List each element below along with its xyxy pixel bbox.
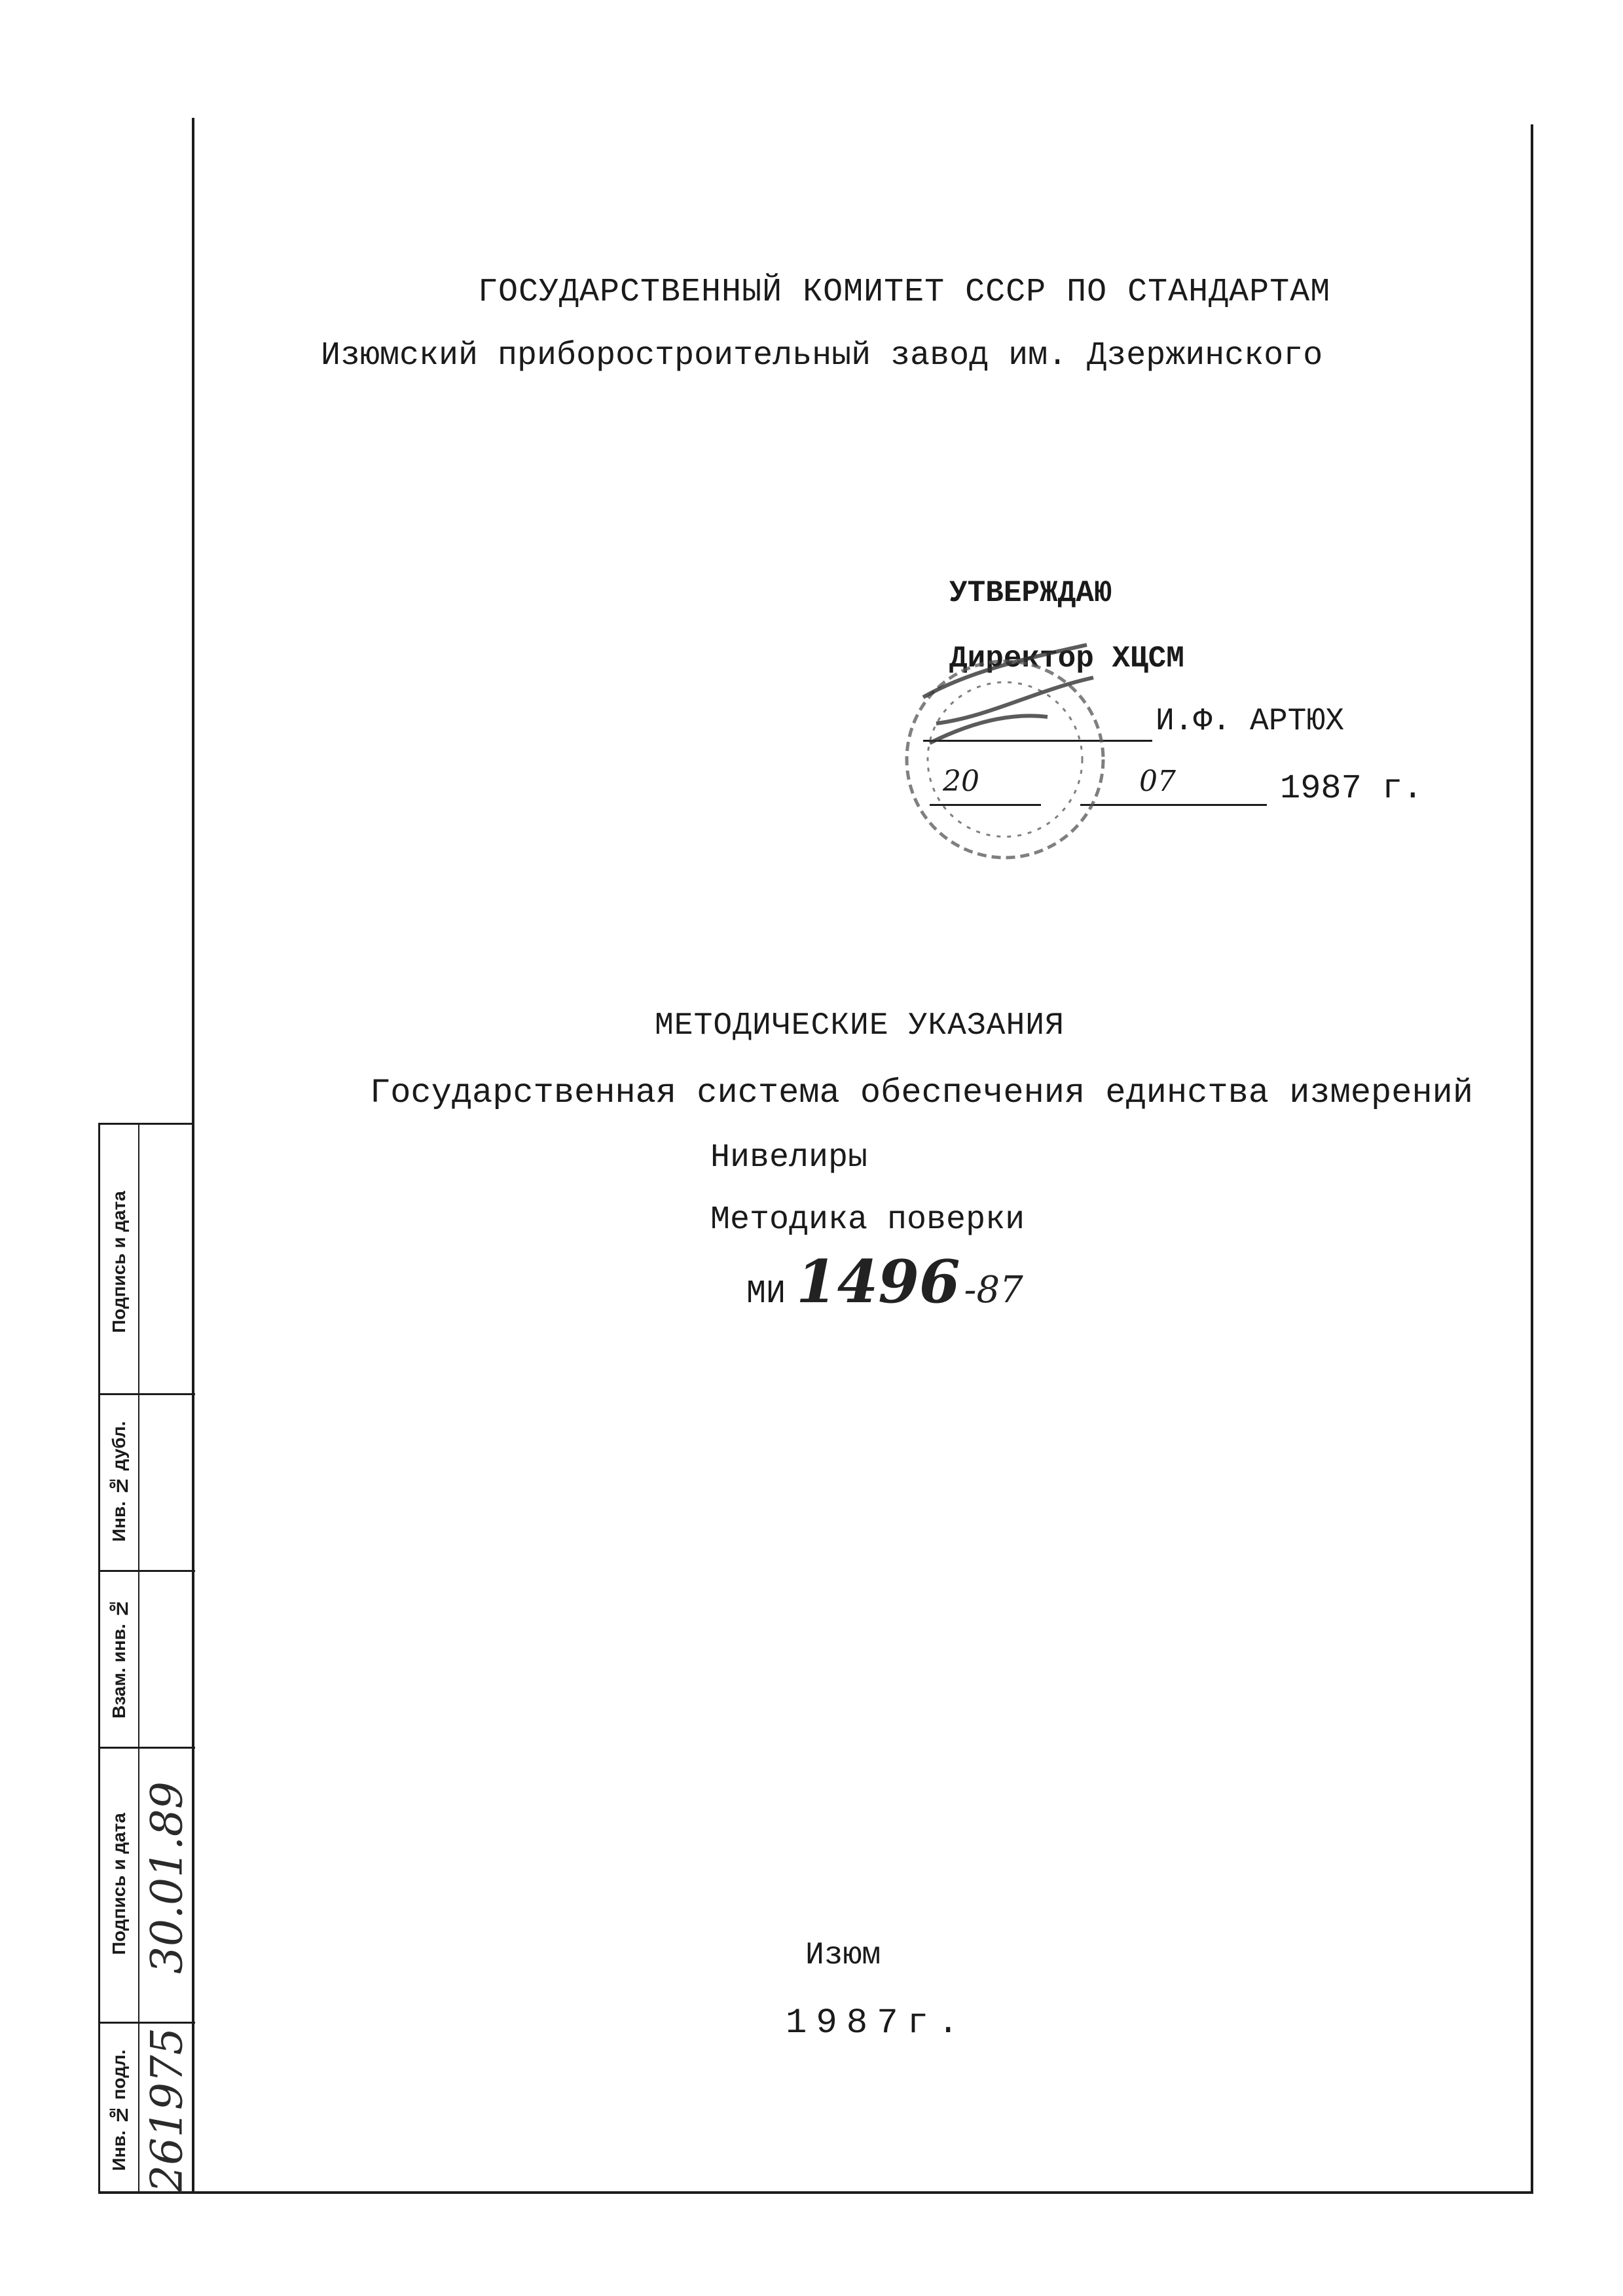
side-stamp-row-line [100, 1393, 195, 1395]
approver-name: И.Ф. АРТЮХ [1156, 704, 1345, 739]
side-stamp-block [98, 1123, 193, 2193]
document-code-prefix: МИ [746, 1275, 786, 1313]
document-code-number: 1496 [796, 1247, 960, 1317]
document-subject: Нивелиры [710, 1139, 868, 1176]
frame-right-line [1531, 124, 1533, 2193]
header-plant: Изюмский приборостроительный завод им. Дзержинского [321, 337, 1323, 374]
side-handwritten-inv-number: 261975 [141, 2028, 192, 2193]
approval-month: 07 [1139, 765, 1176, 798]
document-code [746, 1247, 1023, 1317]
approver-position: Директор ХЦСМ [949, 642, 1184, 676]
approval-day: 20 [943, 765, 979, 798]
side-stamp-row-line [100, 1747, 195, 1749]
document-code-suffix: -87 [964, 1269, 1023, 1311]
header-committee: ГОСУДАРСТВЕННЫЙ КОМИТЕТ СССР ПО СТАНДАРТАМ [478, 274, 1331, 311]
document-method: Методика поверки [710, 1201, 1025, 1239]
seal-stamp-icon [897, 619, 1113, 900]
side-stamp-divider [138, 1125, 139, 2193]
frame-bottom-line [98, 2191, 1533, 2194]
document-type: МЕТОДИЧЕСКИЕ УКАЗАНИЯ [655, 1008, 1065, 1044]
approval-year: 1987 г. [1280, 769, 1423, 808]
side-label-dup-inv: Инв. № дубл. [109, 1421, 129, 1542]
publication-city: Изюм [805, 1938, 881, 1973]
side-handwritten-date: 30.01.89 [141, 1781, 192, 1974]
publication-year: 1987г. [786, 2003, 968, 2043]
approve-label: УТВЕРЖДАЮ [949, 576, 1112, 610]
side-label-signature-date-top: Подпись и дата [109, 1191, 129, 1334]
document-system: Государственная система обеспечения единства измерений [370, 1074, 1474, 1112]
side-stamp-row-line [100, 1570, 195, 1572]
side-label-signature-date-bottom: Подпись и дата [109, 1813, 129, 1956]
side-stamp-row-line [100, 2022, 195, 2024]
side-label-orig-inv: Инв. № подл. [109, 2049, 129, 2171]
side-label-replace-inv: Взам. инв. № [109, 1598, 129, 1719]
